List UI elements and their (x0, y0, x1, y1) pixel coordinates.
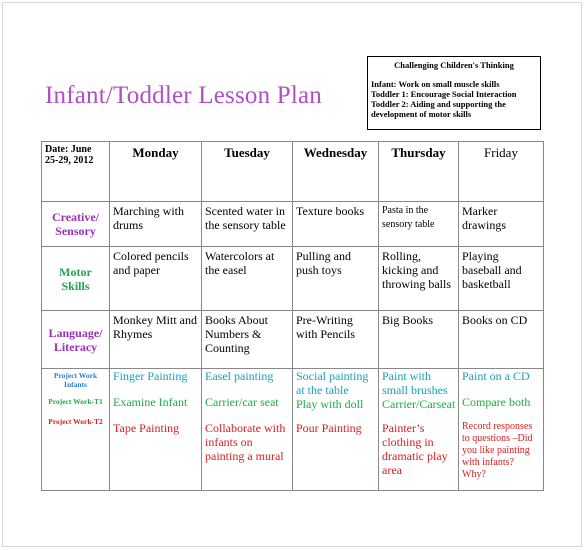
category-motor-skills: Motor Skills (42, 247, 110, 311)
cell: Rolling, kicking and throwing balls (379, 247, 459, 311)
day-friday: Friday (459, 142, 544, 202)
thinking-goals-box (367, 56, 541, 130)
day-monday: Monday (110, 142, 202, 202)
project-work-monday: Finger Painting Examine Infant Tape Painting (110, 369, 202, 491)
cell: Scented water in the sensory table (202, 202, 293, 247)
cell: Colored pencils and paper (110, 247, 202, 311)
row-motor-skills (42, 247, 544, 311)
cell: Books About Numbers & Counting (202, 311, 293, 369)
cell: Watercolors at the easel (202, 247, 293, 311)
goal-infant: Infant: Work on small muscle skills (371, 79, 500, 89)
day-wednesday: Wednesday (293, 142, 379, 202)
day-tuesday: Tuesday (202, 142, 293, 202)
cell: Marker drawings (459, 202, 544, 247)
goal-toddler-1: Toddler 1: Encourage Social Interaction (371, 89, 517, 99)
cell: Books on CD (459, 311, 544, 369)
project-work-tuesday: Easel painting Carrier/car seat Collaborate with infants on painting a mural (202, 369, 293, 491)
cell: Pulling and push toys (293, 247, 379, 311)
cell: Playing baseball and basketball (459, 247, 544, 311)
page-title: Infant/Toddler Lesson Plan (45, 82, 323, 109)
header-row (42, 142, 544, 202)
project-work-friday: Paint on a CD Compare both Record responses to questions –Did you like painting with infants? Why? (459, 369, 544, 491)
goal-toddler-2: Toddler 2: Aiding and supporting the (371, 99, 506, 109)
cell: Texture books (293, 202, 379, 247)
cell: Pre-Writing with Pencils (293, 311, 379, 369)
row-language-literacy (42, 311, 544, 369)
cell: Pasta in the sensory table (379, 202, 459, 247)
cell: Big Books (379, 311, 459, 369)
project-work-thursday: Paint with small brushes Carrier/Carseat Painter’s clothing in dramatic play area (379, 369, 459, 491)
day-thursday: Thursday (379, 142, 459, 202)
row-creative-sensory (42, 202, 544, 247)
category-creative-sensory: Creative/ Sensory (42, 202, 110, 247)
row-project-work (42, 369, 544, 491)
thinking-goals-heading: Challenging Children's Thinking (394, 60, 514, 70)
goal-toddler-2-cont: development of motor skills (371, 109, 472, 119)
cell: Monkey Mitt and Rhymes (110, 311, 202, 369)
project-work-wednesday: Social painting at the table Play with doll Pour Painting (293, 369, 379, 491)
lesson-plan-table (41, 141, 544, 491)
date-cell: Date: June 25-29, 2012 (42, 142, 110, 202)
project-work-labels: Project Work Infants Project Work-T1 Project Work-T2 (42, 369, 110, 491)
cell: Marching with drums (110, 202, 202, 247)
category-language-literacy: Language/ Literacy (42, 311, 110, 369)
